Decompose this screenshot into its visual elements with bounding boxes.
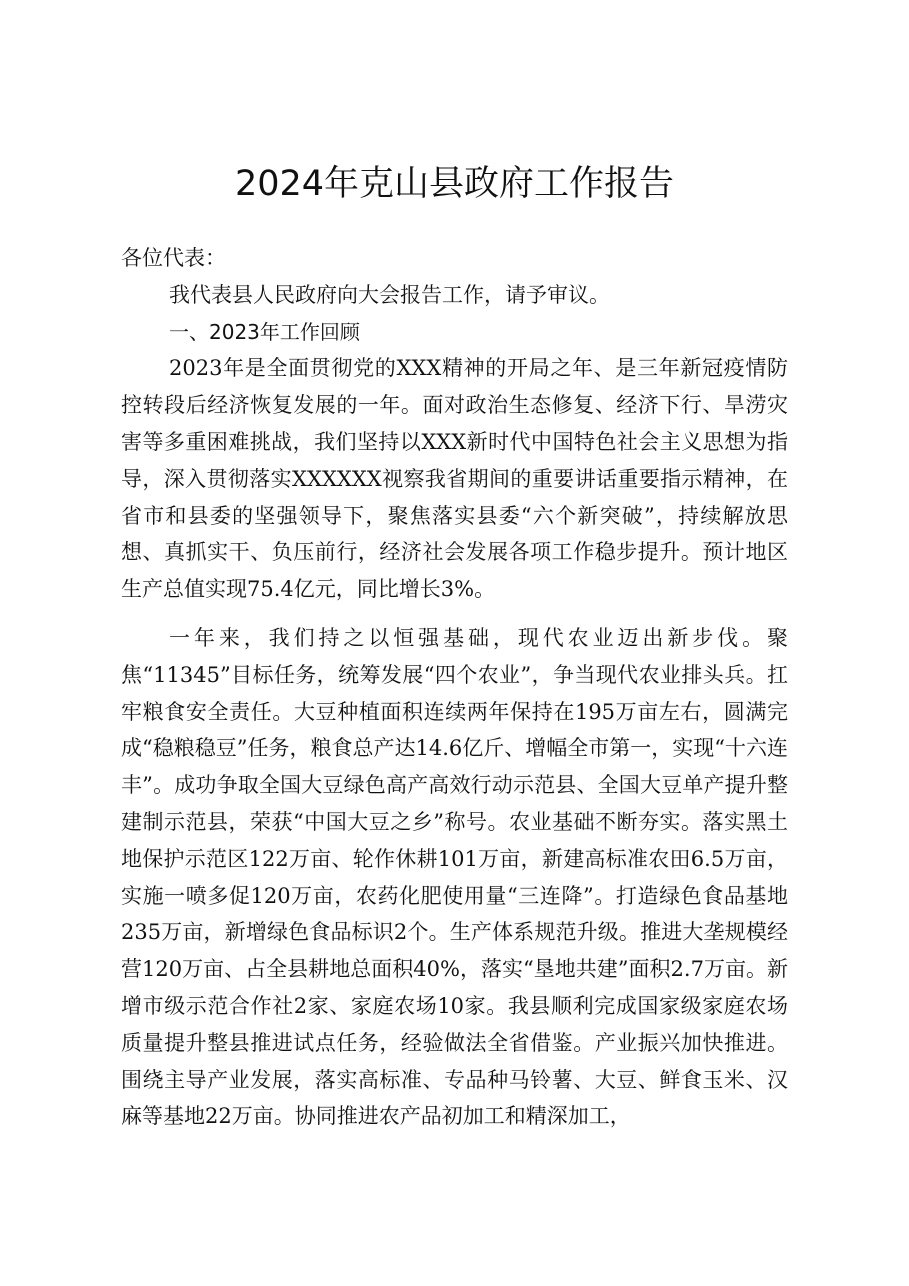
document-body bbox=[121, 240, 788, 1135]
document-title: 2024年克山县政府工作报告 bbox=[234, 164, 675, 204]
paragraph-spacer bbox=[121, 608, 788, 620]
salutation: 各位代表： bbox=[121, 246, 226, 270]
intro-paragraph: 我代表县人民政府向大会报告工作，请予审议。 bbox=[169, 282, 610, 307]
paragraph-1: 2023年是全面贯彻党的XXX精神的开局之年、是三年新冠疫情防控转段后经济恢复发展的一年。面对政治生态修复、经济下行、旱涝灾害等多重困难挑战，我们坚持以XXX新时代中国特色社会主义思想为指导，深入贯彻落实XXXXXX视察我省期间的重要讲话重要指示精神，在省市和县委的坚强领导下，聚焦落实县委“六个新突破”，持续解放思想、真抓实干、负压前行，经济社会发展各项工作稳步提升。预计地区生产总值实现75.4亿元，同比增长3%。 bbox=[121, 356, 788, 602]
paragraph-2: 一年来，我们持之以恒强基础，现代农业迈出新步伐。聚焦“11345”目标任务，统筹发展“四个农业”，争当现代农业排头兵。扛牢粮食安全责任。大豆种植面积连续两年保持在195万亩左右，圆满完成“稳粮稳豆”任务，粮食总产达14.6亿斤、增幅全市第一，实现“十六连丰”。成功争取全国大豆绿色高产高效行动示范县、全国大豆单产提升整建制示范县，荣获“中国大豆之乡”称号。农业基础不断夯实。落实黑土地保护示范区122万亩、轮作休耕101万亩，新建高标准农田6.5万亩，实施一喷多促120万亩，农药化肥使用量“三连降”。打造绿色食品基地235万亩，新增绿色食品标识2个。生产体系规范升级。推进大垄规模经营120万亩、占全县耕地总面积40%，落实“垦地共建”面积2.7万亩。新增市级示范合作社2家、家庭农场10家。我县顺利完成国家级家庭农场质量提升整县推进试点任务，经验做法全省借鉴。产业振兴加快推进。围绕主导产业发展，落实高标准、专品种马铃薯、大豆、鲜食玉米、汉麻等基地22万亩。协同推进农产品初加工和精深加工， bbox=[121, 625, 788, 1129]
section-heading: 一、2023年工作回顾 bbox=[169, 319, 360, 344]
